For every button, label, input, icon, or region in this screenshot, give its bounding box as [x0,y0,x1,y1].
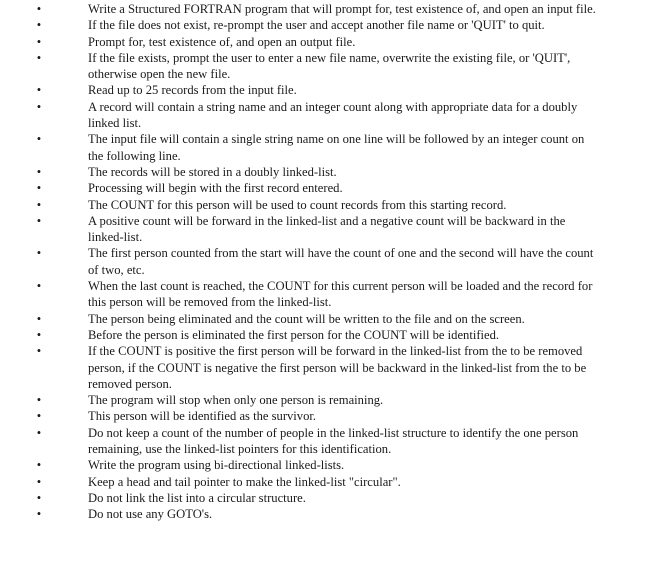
list-item-text: The input file will contain a single string name on one line will be followed by an integer count on the following line. [88,132,585,163]
list-item-text: A positive count will be forward in the linked-list and a negative count will be backward in the linked-list. [88,213,566,245]
bullet-icon: • [36,18,42,33]
list-item-text: Do not keep a count of the number of people in the linked-list structure to identify the one person remaining, use the linked-list pointers for this identification. [88,425,579,457]
bullet-icon: • [36,393,42,408]
list-item-text: Read up to 25 records from the input file. [88,83,297,98]
list-item-text: If the COUNT is positive the first person will be forward in the linked-list from the to be removed person, if the COUNT is negative the first person will be backward in the linked-list from the to be removed person. [88,344,587,391]
list-item-text: If the file does not exist, re-prompt the user and accept another file name or 'QUIT' to quit. [88,18,545,33]
bullet-icon: • [36,246,42,261]
list-item [0,1,652,17]
bullet-icon: • [36,409,42,424]
list-item-text: Keep a head and tail pointer to make the linked-list "circular". [88,474,401,489]
bullet-icon: • [36,425,42,440]
list-item [0,34,652,50]
list-item-text: This person will be identified as the survivor. [88,409,317,424]
list-item [0,457,652,473]
list-item [0,197,652,213]
bullet-icon: • [36,132,42,147]
list-item [0,50,652,83]
list-item [0,82,652,98]
list-item [0,327,652,343]
list-item-text: Do not link the list into a circular structure. [88,490,306,505]
bullet-icon: • [36,344,42,359]
list-item [0,278,652,311]
bullet-icon: • [36,83,42,98]
list-item-text: Do not use any GOTO's. [88,507,213,522]
list-item [0,408,652,424]
list-item-text: Prompt for, test existence of, and open an output file. [88,34,356,49]
bullet-icon: • [36,279,42,294]
bullet-icon: • [36,213,42,228]
list-item [0,245,652,278]
bullet-icon: • [36,458,42,473]
list-item-text: The records will be stored in a doubly linked-list. [88,164,337,179]
list-item [0,343,652,392]
list-item-text: The first person counted from the start will have the count of one and the second will have the count of two, etc. [88,246,594,277]
list-item [0,425,652,458]
bullet-icon: • [36,99,42,114]
bullet-icon: • [36,327,42,342]
bullet-icon: • [36,507,42,522]
list-item [0,213,652,246]
list-item-text: The COUNT for this person will be used to count records from this starting record. [88,197,507,212]
list-item-text: Processing will begin with the first record entered. [88,181,343,196]
list-item-text: A record will contain a string name and an integer count along with appropriate data for a doubly linked list. [88,99,578,131]
list-item [0,164,652,180]
list-item-text: Before the person is eliminated the first person for the COUNT will be identified. [88,327,500,342]
requirements-list [0,1,652,523]
list-item-text: Write a Structured FORTRAN program that will prompt for, test existence of, and open an input file. [88,2,596,16]
bullet-icon: • [36,474,42,489]
list-item [0,311,652,327]
list-item [0,392,652,408]
bullet-icon: • [36,181,42,196]
list-item [0,131,652,164]
bullet-icon: • [36,197,42,212]
document-page [0,1,652,523]
list-item [0,99,652,132]
list-item [0,506,652,522]
bullet-icon: • [36,2,42,16]
list-item-text: When the last count is reached, the COUNT for this current person will be loaded and the record for this person will be removed from the linked-list. [88,279,593,310]
list-item [0,180,652,196]
list-item-text: The person being eliminated and the count will be written to the file and on the screen. [88,311,525,326]
list-item [0,17,652,33]
list-item [0,474,652,490]
bullet-icon: • [36,490,42,505]
list-item-text: The program will stop when only one person is remaining. [88,393,384,408]
list-item-text: If the file exists, prompt the user to enter a new file name, overwrite the existing file, or 'QUIT', otherwise open the new file. [88,50,571,82]
bullet-icon: • [36,34,42,49]
list-item-text: Write the program using bi-directional linked-lists. [88,458,345,473]
list-item [0,490,652,506]
bullet-icon: • [36,50,42,65]
bullet-icon: • [36,164,42,179]
bullet-icon: • [36,311,42,326]
